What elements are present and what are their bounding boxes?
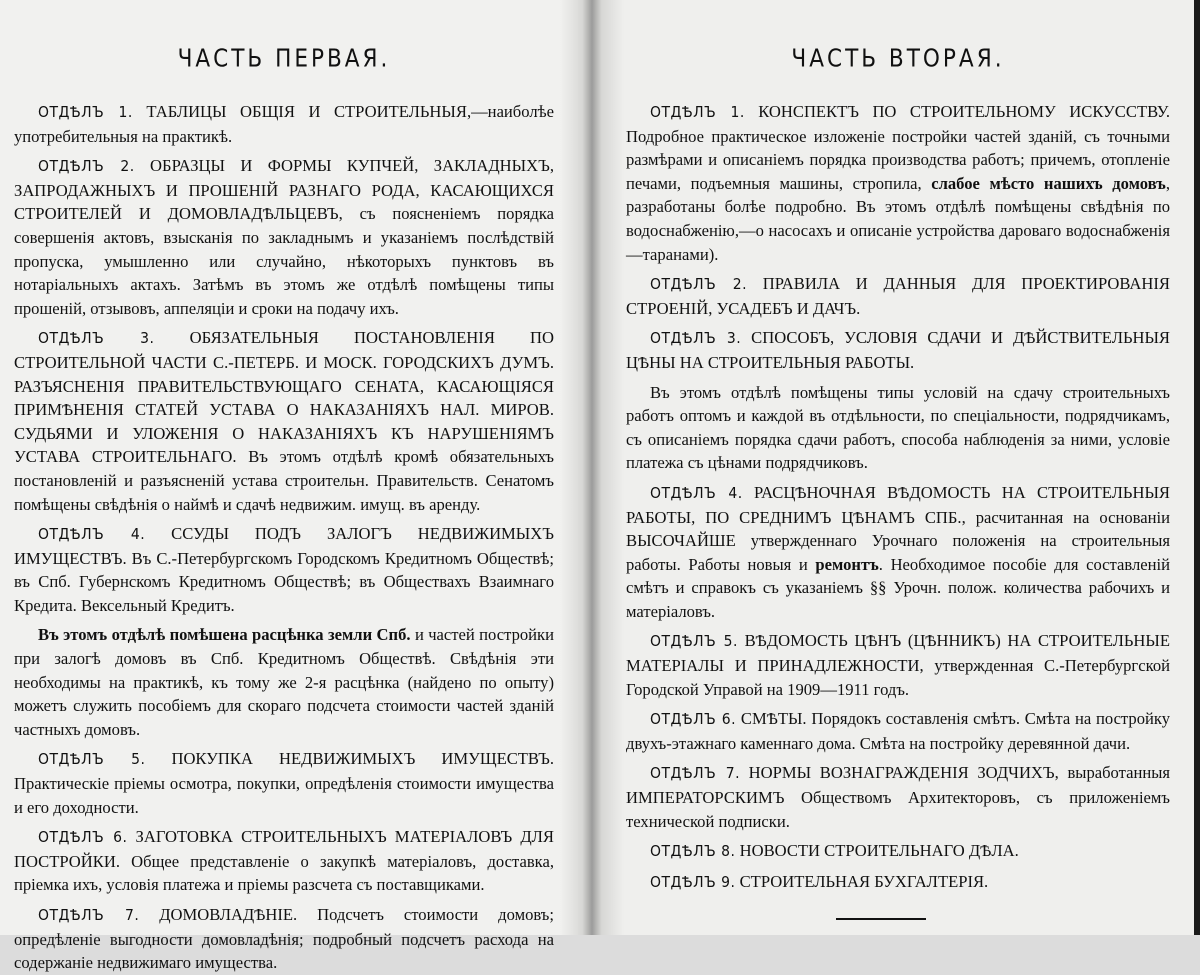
right-page <box>578 0 1200 935</box>
left-land-valuation-paragraph <box>14 623 554 741</box>
section-heading: ОТДѢЛЪ 7. <box>650 764 740 783</box>
right-section-2 <box>626 272 1170 320</box>
section-heading: ОТДѢЛЪ 2. <box>650 275 748 294</box>
section-heading: ОТДѢЛЪ 6. <box>38 828 128 847</box>
section-text: КОНСПЕКТЪ ПО СТРОИТЕЛЬНОМУ ИСКУССТВУ. Подробное практическое изложеніе постройки частей зданій, съ точными размѣрами и описаніемъ порядка производства работъ; причемъ, отопленіе печами, подъемныя машины, стропила, <box>626 102 1170 193</box>
bold-lead: Въ этомъ отдѣлѣ помѣшена расцѣнка земли Спб. <box>38 625 411 645</box>
section-text: ПРАВИЛА И ДАННЫЯ ДЛЯ ПРОЕКТИРОВАНІЯ СТРОЕНІЙ, УСАДЕБЪ И ДАЧЪ. <box>626 274 1170 318</box>
section-text: ТАБЛИЦЫ ОБЩІЯ И СТРОИТЕЛЬНЫЯ,—наиболѣе употребительныя на практикѣ. <box>14 102 554 146</box>
section-text: РАСЦѢНОЧНАЯ ВѢДОМОСТЬ НА СТРОИТЕЛЬНЫЯ РАБОТЫ, ПО СРЕДНИМЪ ЦѢНАМЪ СПБ., расчитанная на основаніи ВЫСОЧАЙШЕ утвержденнаго Урочнаго положенія на строительныя работы. Работы новыя и <box>626 482 1170 574</box>
section-text: ВѢДОМОСТЬ ЦѢНЪ (ЦѢННИКЪ) НА СТРОИТЕЛЬНЫЕ МАТЕРІАЛЫ И ПРИНАДЛЕЖНОСТИ, утвержденная С.-Петербургской Городской Управой на 1909—1911 годъ. <box>626 631 1170 699</box>
left-page <box>0 0 578 973</box>
left-section-5 <box>14 747 554 819</box>
section-text: ОБЯЗАТЕЛЬНЫЯ ПОСТАНОВЛЕНІЯ ПО СТРОИТЕЛЬНОЙ ЧАСТИ С.-ПЕТЕРБ. И МОСК. ГОРОДСКИХЪ ДУМЪ. РАЗЪЯСНЕНІЯ ПРАВИТЕЛЬСТВУЮЩАГО СЕНАТА, КАСАЮЩІЯСЯ ПРИМѢНЕНІЯ СТАТЕЙ УСТАВА О НАКАЗАНІЯХЪ НАЛ. МИРОВ. СУДЬЯМИ И УЛОЖЕНІЯ О НАКАЗАНІЯХЪ КЪ НАРУШЕНІЯМЪ УСТАВА СТРОИТЕЛЬНАГО. Въ этомъ отдѣлѣ кромѣ обязательныхъ постановленій и разъясненій устава строительн. Правительств. Сенатомъ помѣщены свѣдѣнія о наймѣ и сдачѣ недвижим. имущ. въ аренду. <box>14 328 554 514</box>
right-section-4 <box>626 481 1170 624</box>
closing-rule <box>836 918 926 920</box>
section-heading: ОТДѢЛЪ 5. <box>38 750 146 769</box>
left-section-6 <box>14 825 554 897</box>
section-heading: ОТДѢЛЪ 7. <box>38 906 140 924</box>
section-text: СМѢТЫ. Порядокъ составленія смѣтъ. Смѣта на постройку двухъ-этажнаго каменнаго дома. Смѣта на постройку деревянной дачи. <box>626 709 1170 753</box>
section-heading: ОТДѢЛЪ 1. <box>650 103 745 121</box>
left-section-3 <box>14 326 554 516</box>
section-text: ЗАГОТОВКА СТРОИТЕЛЬНЫХЪ МАТЕРІАЛОВЪ ДЛЯ ПОСТРОЙКИ. Общее представленіе о закупкѣ матеріаловъ, доставка, пріемка ихъ, условія платежа и пріемы разсчета съ поставщиками. <box>14 827 554 895</box>
left-section-4 <box>14 522 554 617</box>
right-section-6 <box>626 707 1170 755</box>
section-text: НОРМЫ ВОЗНАГРАЖДЕНІЯ ЗОДЧИХЪ, выработанныя ИМПЕРАТОРСКИМЪ Обществомъ Архитекторовъ, съ приложеніемъ технической подписки. <box>626 763 1170 831</box>
right-section-5 <box>626 629 1170 701</box>
right-contract-types-paragraph <box>626 381 1170 475</box>
left-section-7 <box>14 903 554 975</box>
paragraph-text: Въ этомъ отдѣлѣ помѣщены типы условій на сдачу строительныхъ работъ оптомъ и каждой въ отдѣльности, по спеціальности, подрядчикамъ, съ описаніемъ порядка сдачи работъ, способа наблюденія за ними, условіе платежа съ цѣнами подрядчиковъ. <box>626 382 1170 473</box>
section-text: СПОСОБЪ, УСЛОВІЯ СДАЧИ И ДѢЙСТВИТЕЛЬНЫЯ ЦѢНЫ НА СТРОИТЕЛЬНЫЯ РАБОТЫ. <box>626 328 1170 372</box>
paragraph-text: и частей постройки при залогѣ домовъ въ Спб. Кредитномъ Обществѣ. Свѣдѣнія эти необходимы на практикѣ, къ тому же 2-я расцѣнка (найдено по опыту) можетъ служить пособіемъ для скораго подсчета стоимости частей зданій частныхъ домовъ. <box>14 625 554 739</box>
right-section-1 <box>626 100 1170 266</box>
bold-phrase: слабое мѣсто нашихъ домовъ <box>931 173 1166 193</box>
right-section-8 <box>626 839 1170 864</box>
section-text-continued: . Необходимое пособіе для составленій смѣтъ и справокъ съ указаніемъ §§ Урочн. полож. количества рабочихъ и матеріаловъ. <box>626 554 1170 621</box>
section-text: НОВОСТИ СТРОИТЕЛЬНАГО ДѢЛА. <box>735 841 1019 861</box>
right-section-3 <box>626 326 1170 374</box>
section-heading: ОТДѢЛЪ 4. <box>38 525 146 544</box>
section-heading: ОТДѢЛЪ 6. <box>650 710 737 729</box>
right-section-7 <box>626 761 1170 833</box>
section-text: ОБРАЗЦЫ И ФОРМЫ КУПЧЕЙ, ЗАКЛАДНЫХЪ, ЗАПРОДАЖНЫХЪ И ПРОШЕНІЙ РАЗНАГО РОДА, КАСАЮЩИХСЯ СТРОИТЕЛЕЙ И ДОМОВЛАДѢЛЬЦЕВЪ, съ поясненіемъ порядка совершенія актовъ, взысканія по закладнымъ и указаніемъ послѣдствій пропуска, умышленно или случайно, нѣкоторыхъ пунктовъ въ нотаріальныхъ актахъ. Затѣмъ въ этомъ же отдѣлѣ помѣщены типы прошеній, отзывовъ, аппеляціи и сроки на подачу ихъ. <box>14 156 554 318</box>
part-two-title: ЧАСТЬ ВТОРАЯ. <box>791 43 1005 73</box>
section-text: СТРОИТЕЛЬНАЯ БУХГАЛТЕРІЯ. <box>735 871 989 891</box>
section-heading: ОТДѢЛЪ 3. <box>38 329 155 348</box>
section-heading: ОТДѢЛЪ 9. <box>650 872 736 891</box>
section-text: ДОМОВЛАДѢНІЕ. Подсчетъ стоимости домовъ; опредѣленіе выгодности домовладѣнія; подробный подсчетъ расхода на содержаніе недвижимаго имущества. <box>14 905 554 973</box>
part-one-title: ЧАСТЬ ПЕРВАЯ. <box>177 43 391 73</box>
section-heading: ОТДѢЛЪ 8. <box>650 842 736 861</box>
section-text: ПОКУПКА НЕДВИЖИМЫХЪ ИМУЩЕСТВЪ. Практическіе пріемы осмотра, покупки, опредѣленія стоимости имущества и его доходности. <box>14 749 554 817</box>
bold-phrase: ремонтъ <box>815 554 879 574</box>
section-heading: ОТДѢЛЪ 2. <box>38 157 135 176</box>
section-heading: ОТДѢЛЪ 3. <box>650 329 742 348</box>
section-text-continued: , разработаны болѣе подробно. Въ этомъ отдѣлѣ помѣщены свѣдѣнія по водоснабженію,—о насосахъ и описаніе устройства дароваго водоснабженія—таранами). <box>626 173 1170 264</box>
left-section-1 <box>14 100 554 148</box>
page-edge-shadow <box>1194 0 1200 935</box>
section-heading: ОТДѢЛЪ 4. <box>650 483 743 502</box>
left-section-2 <box>14 154 554 320</box>
section-heading: ОТДѢЛЪ 1. <box>38 103 133 121</box>
section-text: ССУДЫ ПОДЪ ЗАЛОГЪ НЕДВИЖИМЫХЪ ИМУЩЕСТВЪ. Въ С.-Петербургскомъ Городскомъ Кредитномъ Обществѣ; въ Спб. Губернскомъ Кредитномъ Обществѣ; въ Обществахъ Взаимнаго Кредита. Вексельный Кредитъ. <box>14 524 554 615</box>
section-heading: ОТДѢЛЪ 5. <box>650 632 738 651</box>
right-section-9 <box>626 870 1170 895</box>
